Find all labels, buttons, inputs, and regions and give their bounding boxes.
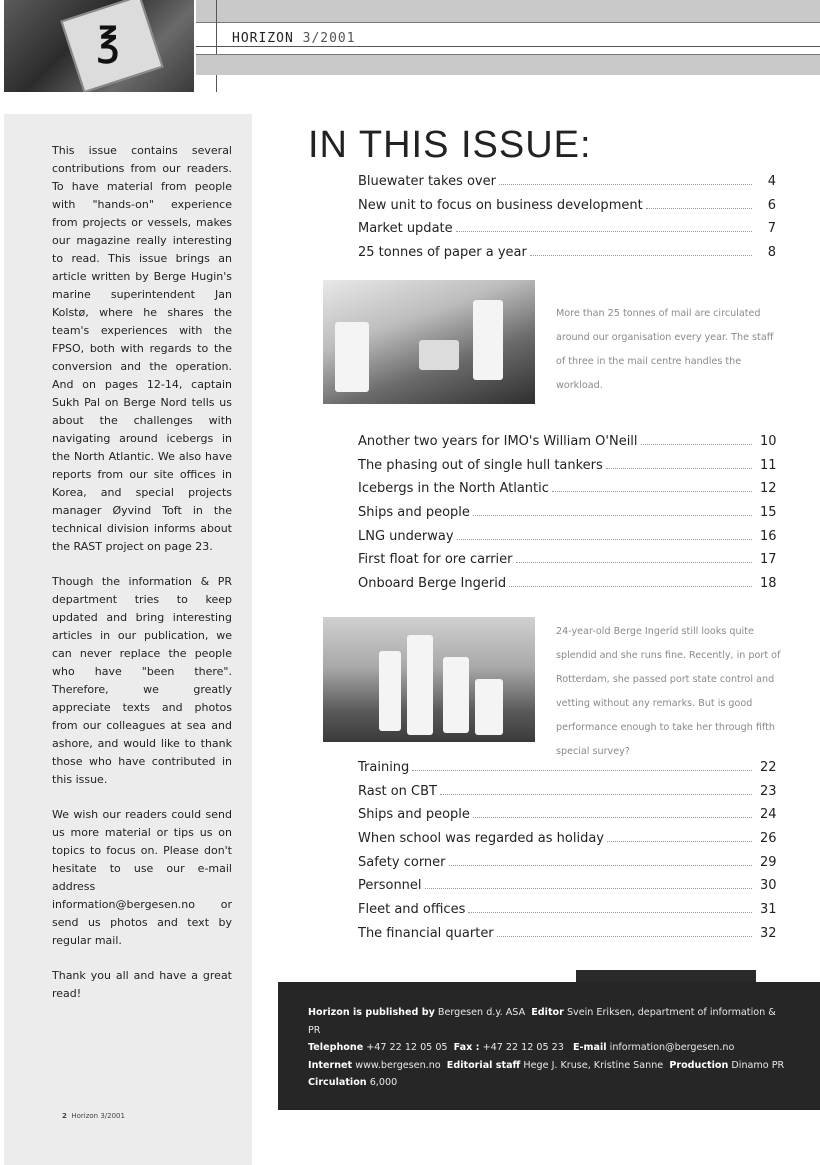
toc-entry-label: Ships and people (358, 505, 470, 521)
leader-dots (509, 586, 752, 587)
toc-entry-label: Market update (358, 221, 453, 237)
toc-entry-page: 22 (760, 760, 777, 775)
leader-dots (516, 562, 752, 563)
leader-dots (468, 912, 752, 913)
intro-paragraph: We wish our readers could send us more material or tips us on topics to focus on. Please don't hesitate to use our e-mail address information@bergesen.no or send us photos and text by regular mail. (52, 808, 232, 947)
leader-dots (499, 184, 752, 185)
imprint-value: 6,000 (369, 1077, 398, 1088)
toc-entry-page: 12 (760, 481, 777, 497)
toc-entry-label: Training (358, 760, 410, 775)
toc-entry-page: 11 (760, 457, 777, 473)
toc-entry-page: 6 (767, 197, 776, 213)
toc-entry-page: 30 (760, 878, 777, 894)
toc-entry[interactable] (358, 831, 776, 855)
toc-entry[interactable] (358, 221, 776, 245)
page-footer (62, 1112, 125, 1120)
toc-entry-page: 17 (760, 552, 777, 568)
header-title (232, 31, 356, 46)
toc-entry-label: 25 tonnes of paper a year (358, 245, 527, 261)
toc-entry[interactable] (358, 245, 776, 269)
person-figure (475, 679, 503, 735)
header-top-band (196, 0, 820, 23)
website-link[interactable]: www.bergesen.no (355, 1059, 441, 1071)
leader-dots (606, 468, 752, 469)
page-number: 2 (62, 1112, 67, 1120)
leader-dots (457, 539, 752, 540)
toc-entry-label: The phasing out of single hull tankers (358, 457, 603, 473)
toc-entry[interactable] (358, 807, 776, 831)
imprint-label: Editorial staff (446, 1059, 521, 1071)
crew-photo (323, 617, 535, 742)
toc-entry[interactable] (358, 458, 776, 482)
leader-dots (425, 888, 752, 889)
person-figure (335, 322, 369, 392)
mail-centre-photo (323, 280, 535, 404)
toc-entry-label: New unit to focus on business development (358, 197, 643, 213)
toc-entry-label: LNG underway (358, 528, 454, 544)
toc-entry-label: Fleet and offices (358, 902, 466, 918)
intro-paragraph: Though the information & PR department tries to keep updated and bring interesting articles in our publication, we can never replace the people who have "been there". Therefore, we greatly appreciate texts and photos from our colleagues at sea and ashore, and would like to thank those who have contributed in this issue. (52, 575, 232, 786)
issue-number: 3/2001 (302, 31, 356, 46)
leader-dots (449, 865, 752, 866)
person-figure (379, 651, 401, 731)
imprint-line (308, 1074, 790, 1092)
leader-dots (646, 208, 752, 209)
leader-dots (412, 770, 752, 771)
imprint-line (308, 1004, 790, 1039)
toc-entry-page: 23 (760, 783, 777, 799)
toc-entry-label: Safety corner (358, 854, 446, 870)
toc-entry[interactable] (358, 784, 776, 808)
leader-dots (456, 231, 752, 232)
toc-entry-label: The financial quarter (358, 925, 494, 941)
toc-entry-page: 8 (767, 245, 776, 261)
photo-caption: 24-year-old Berge Ingerid still looks quite splendid and she runs fine. Recently, in port of Rotterdam, she passed port state control and vetting without any remarks. But is good performance enough to take her through fifth special survey? (556, 626, 781, 757)
imprint-label: Horizon is published by (308, 1007, 435, 1018)
header-bottom-band (196, 54, 820, 75)
imprint-label: Internet (308, 1059, 353, 1071)
imprint-value: Bergesen d.y. ASA (437, 1007, 526, 1018)
leader-dots (473, 515, 752, 516)
person-figure (473, 300, 503, 380)
intro-paragraph: This issue contains several contributions from our readers. To have material from people with "hands-on" experience from projects or vessels, makes our magazine really interesting to read. This issue brings an article written by Berge Hugin's marine superintendent Jan Kolstø, where he shares the team's experiences with the FPSO, both with regards to the conversion and the operation. And on pages 12-14, captain Sukh Pal on Berge Nord tells us about the challenges with navigating around icebergs in the North Atlantic. We also have reports from our site offices in Korea, and special projects manager Øyvind Toft in the technical division informs about the RAST project on page 23. (52, 144, 232, 553)
intro-paragraph: Thank you all and have a great read! (52, 969, 232, 1000)
person-figure (443, 657, 469, 733)
toc-entry-page: 10 (760, 434, 777, 449)
toc-entry[interactable] (358, 174, 776, 198)
toc-entry-label: Personnel (358, 878, 422, 894)
toc-entry-page: 4 (767, 174, 776, 189)
toc-entry-page: 15 (760, 505, 777, 521)
imprint-label: Production (669, 1059, 729, 1071)
imprint-value: +47 22 12 05 05 (366, 1042, 448, 1053)
toc-entry-page: 7 (767, 221, 776, 237)
toc-entry-page: 31 (760, 902, 777, 918)
toc-entry[interactable] (358, 855, 776, 879)
toc-entry[interactable] (358, 878, 776, 902)
toc-entry[interactable] (358, 505, 776, 529)
imprint-label: Telephone (308, 1042, 364, 1053)
toc-entry[interactable] (358, 926, 776, 950)
page-title: IN THIS ISSUE: (308, 124, 592, 166)
toc-entry-label: First float for ore carrier (358, 552, 513, 568)
toc-entry-page: 29 (760, 854, 777, 870)
toc-entry-label: Another two years for IMO's William O'Neill (358, 434, 638, 449)
toc-entry-label: Rast on CBT (358, 783, 437, 799)
toc-entry[interactable] (358, 552, 776, 576)
leader-dots (641, 444, 752, 445)
email-link[interactable]: information@bergesen.no (609, 1042, 735, 1053)
imprint-label: Circulation (308, 1077, 367, 1088)
imprint-value: Svein Eriksen, department of information & PR (308, 1007, 776, 1036)
toc-entry-page: 24 (760, 807, 777, 823)
toc-entry[interactable] (358, 434, 776, 458)
toc-entry[interactable] (358, 481, 776, 505)
imprint-value: +47 22 12 05 23 (482, 1042, 564, 1053)
toc-entry-label: Bluewater takes over (358, 174, 496, 189)
computer-monitor (419, 340, 459, 370)
leader-dots (473, 817, 752, 818)
imprint-label: Editor (531, 1007, 564, 1018)
toc-entry[interactable] (358, 902, 776, 926)
toc-entry-label: Onboard Berge Ingerid (358, 576, 507, 592)
header-rule (196, 46, 820, 47)
toc-entry[interactable] (358, 760, 776, 784)
leader-dots (440, 794, 752, 795)
imprint-label: Fax : (453, 1042, 480, 1053)
toc-entry-label: When school was regarded as holiday (358, 831, 605, 847)
leader-dots (530, 255, 752, 256)
leader-dots (552, 491, 752, 492)
toc-entry[interactable] (358, 529, 776, 553)
toc-entry-page: 16 (760, 528, 777, 544)
toc-entry-page: 32 (760, 925, 777, 941)
toc-entry[interactable] (358, 576, 776, 600)
toc-group-2 (358, 434, 776, 600)
footer-publication: Horizon 3/2001 (71, 1112, 125, 1120)
imprint-line (308, 1039, 790, 1057)
imprint-line (308, 1057, 790, 1075)
toc-entry-page: 18 (760, 576, 777, 592)
toc-group-3 (358, 760, 776, 950)
toc-entry-page: 26 (760, 831, 777, 847)
leader-dots (607, 841, 752, 842)
photo-caption: More than 25 tonnes of mail are circulated around our organisation every year. The staff of three in the mail centre handles the workload. (556, 308, 774, 391)
toc-group-1 (358, 174, 776, 269)
imprint-value: Hege J. Kruse, Kristine Sanne (523, 1059, 664, 1071)
imprint-box (278, 982, 820, 1110)
toc-entry-label: Ships and people (358, 807, 470, 823)
publication-name: HORIZON (232, 31, 294, 46)
imprint-value: Dinamo PR (731, 1059, 785, 1071)
company-flag-icon (60, 0, 163, 92)
toc-entry-label: Icebergs in the North Atlantic (358, 481, 549, 497)
logo-photo (4, 0, 194, 92)
imprint-label: E-mail (573, 1042, 607, 1053)
anchor-logo-icon: ℥ (97, 19, 120, 65)
editorial-intro (52, 142, 232, 1020)
leader-dots (497, 936, 752, 937)
person-figure (407, 635, 433, 735)
toc-entry[interactable] (358, 198, 776, 222)
